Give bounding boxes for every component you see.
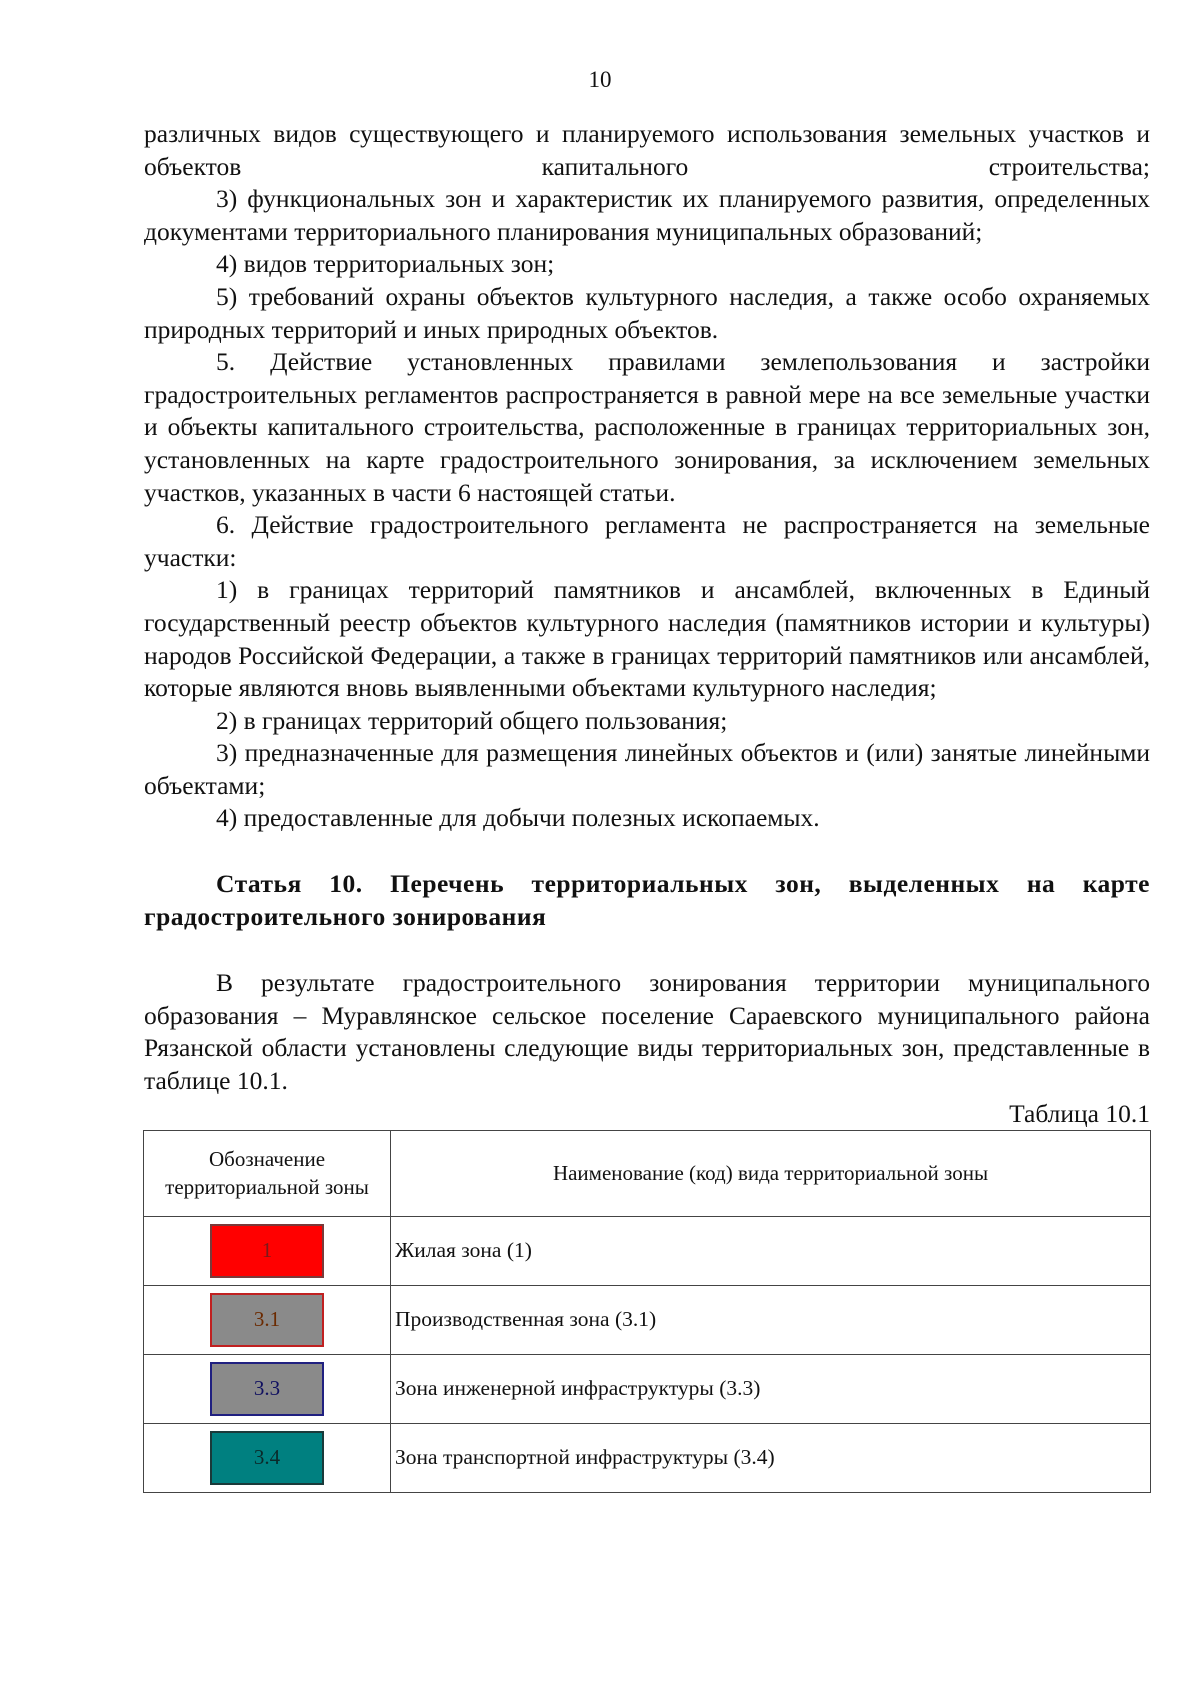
intro-paragraph: В результате градостроительного зонирования территории муниципального образования – Муравлянское сельское поселение Сараевского муниципального района Рязанской области установлены следующие виды территориальных зон, представленные в таблице 10.1.	[144, 968, 1150, 1096]
table-row	[144, 1423, 1151, 1492]
zone-color-swatch: 3.4	[210, 1431, 324, 1485]
header-zone-designation: Обозначение территориальной зоны	[144, 1130, 391, 1216]
zone-color-swatch: 3.3	[210, 1362, 324, 1416]
zones-table	[143, 1130, 1151, 1493]
paragraph: 3) предназначенные для размещения линейных объектов и (или) занятые линейными объектами;	[144, 738, 1150, 800]
paragraph: 4) предоставленные для добычи полезных ископаемых.	[216, 803, 820, 833]
table-row	[144, 1285, 1151, 1354]
paragraph: 4) видов территориальных зон;	[216, 249, 555, 279]
zone-name-cell: Зона инженерной инфраструктуры (3.3)	[391, 1354, 1151, 1423]
document-body	[144, 118, 1150, 1493]
table-caption: Таблица 10.1	[1009, 1098, 1150, 1128]
table-row	[144, 1216, 1151, 1285]
header-zone-name: Наименование (код) вида территориальной зоны	[391, 1130, 1151, 1216]
paragraph: 3) функциональных зон и характеристик их планируемого развития, определенных документами территориального планирования муниципальных образований;	[144, 184, 1150, 246]
paragraph: 2) в границах территорий общего пользования;	[216, 705, 728, 735]
zone-name-cell: Производственная зона (3.1)	[391, 1285, 1151, 1354]
zone-symbol-cell	[144, 1285, 391, 1354]
paragraph: различных видов существующего и планируемого использования земельных участков и объектов капитального строительства;	[144, 119, 1150, 181]
paragraph: 1) в границах территорий памятников и ансамблей, включенных в Единый государственный реестр объектов культурного наследия (памятников истории и культуры) народов Российской Федерации, а также в границах территорий памятников или ансамблей, которые являются вновь выявленными объектами культурного наследия;	[144, 575, 1150, 703]
table-header-row	[144, 1130, 1151, 1216]
paragraph: 5) требований охраны объектов культурного наследия, а также особо охраняемых природных территорий и иных природных объектов.	[144, 281, 1150, 344]
zone-symbol-cell	[144, 1216, 391, 1285]
paragraph: 6. Действие градостроительного регламента не распространяется на земельные участки:	[144, 510, 1150, 572]
zone-name-cell: Зона транспортной инфраструктуры (3.4)	[391, 1423, 1151, 1492]
table-row	[144, 1354, 1151, 1423]
zone-symbol-cell	[144, 1423, 391, 1492]
article-heading: Статья 10. Перечень территориальных зон, выделенных на карте градостроительного зонирования	[144, 869, 1150, 931]
page-number: 10	[588, 67, 612, 92]
paragraph: 5. Действие установленных правилами землепользования и застройки градостроительных регламентов распространяется в равной мере на все земельные участки и объекты капитального строительства, расположенные в границах территориальных зон, установленных на карте градостроительного зонирования, за исключением земельных участков, указанных в части 6 настоящей статьи.	[144, 347, 1150, 507]
zone-color-swatch: 3.1	[210, 1293, 324, 1347]
zone-symbol-cell	[144, 1354, 391, 1423]
zone-color-swatch: 1	[210, 1224, 324, 1278]
zone-name-cell: Жилая зона (1)	[391, 1216, 1151, 1285]
